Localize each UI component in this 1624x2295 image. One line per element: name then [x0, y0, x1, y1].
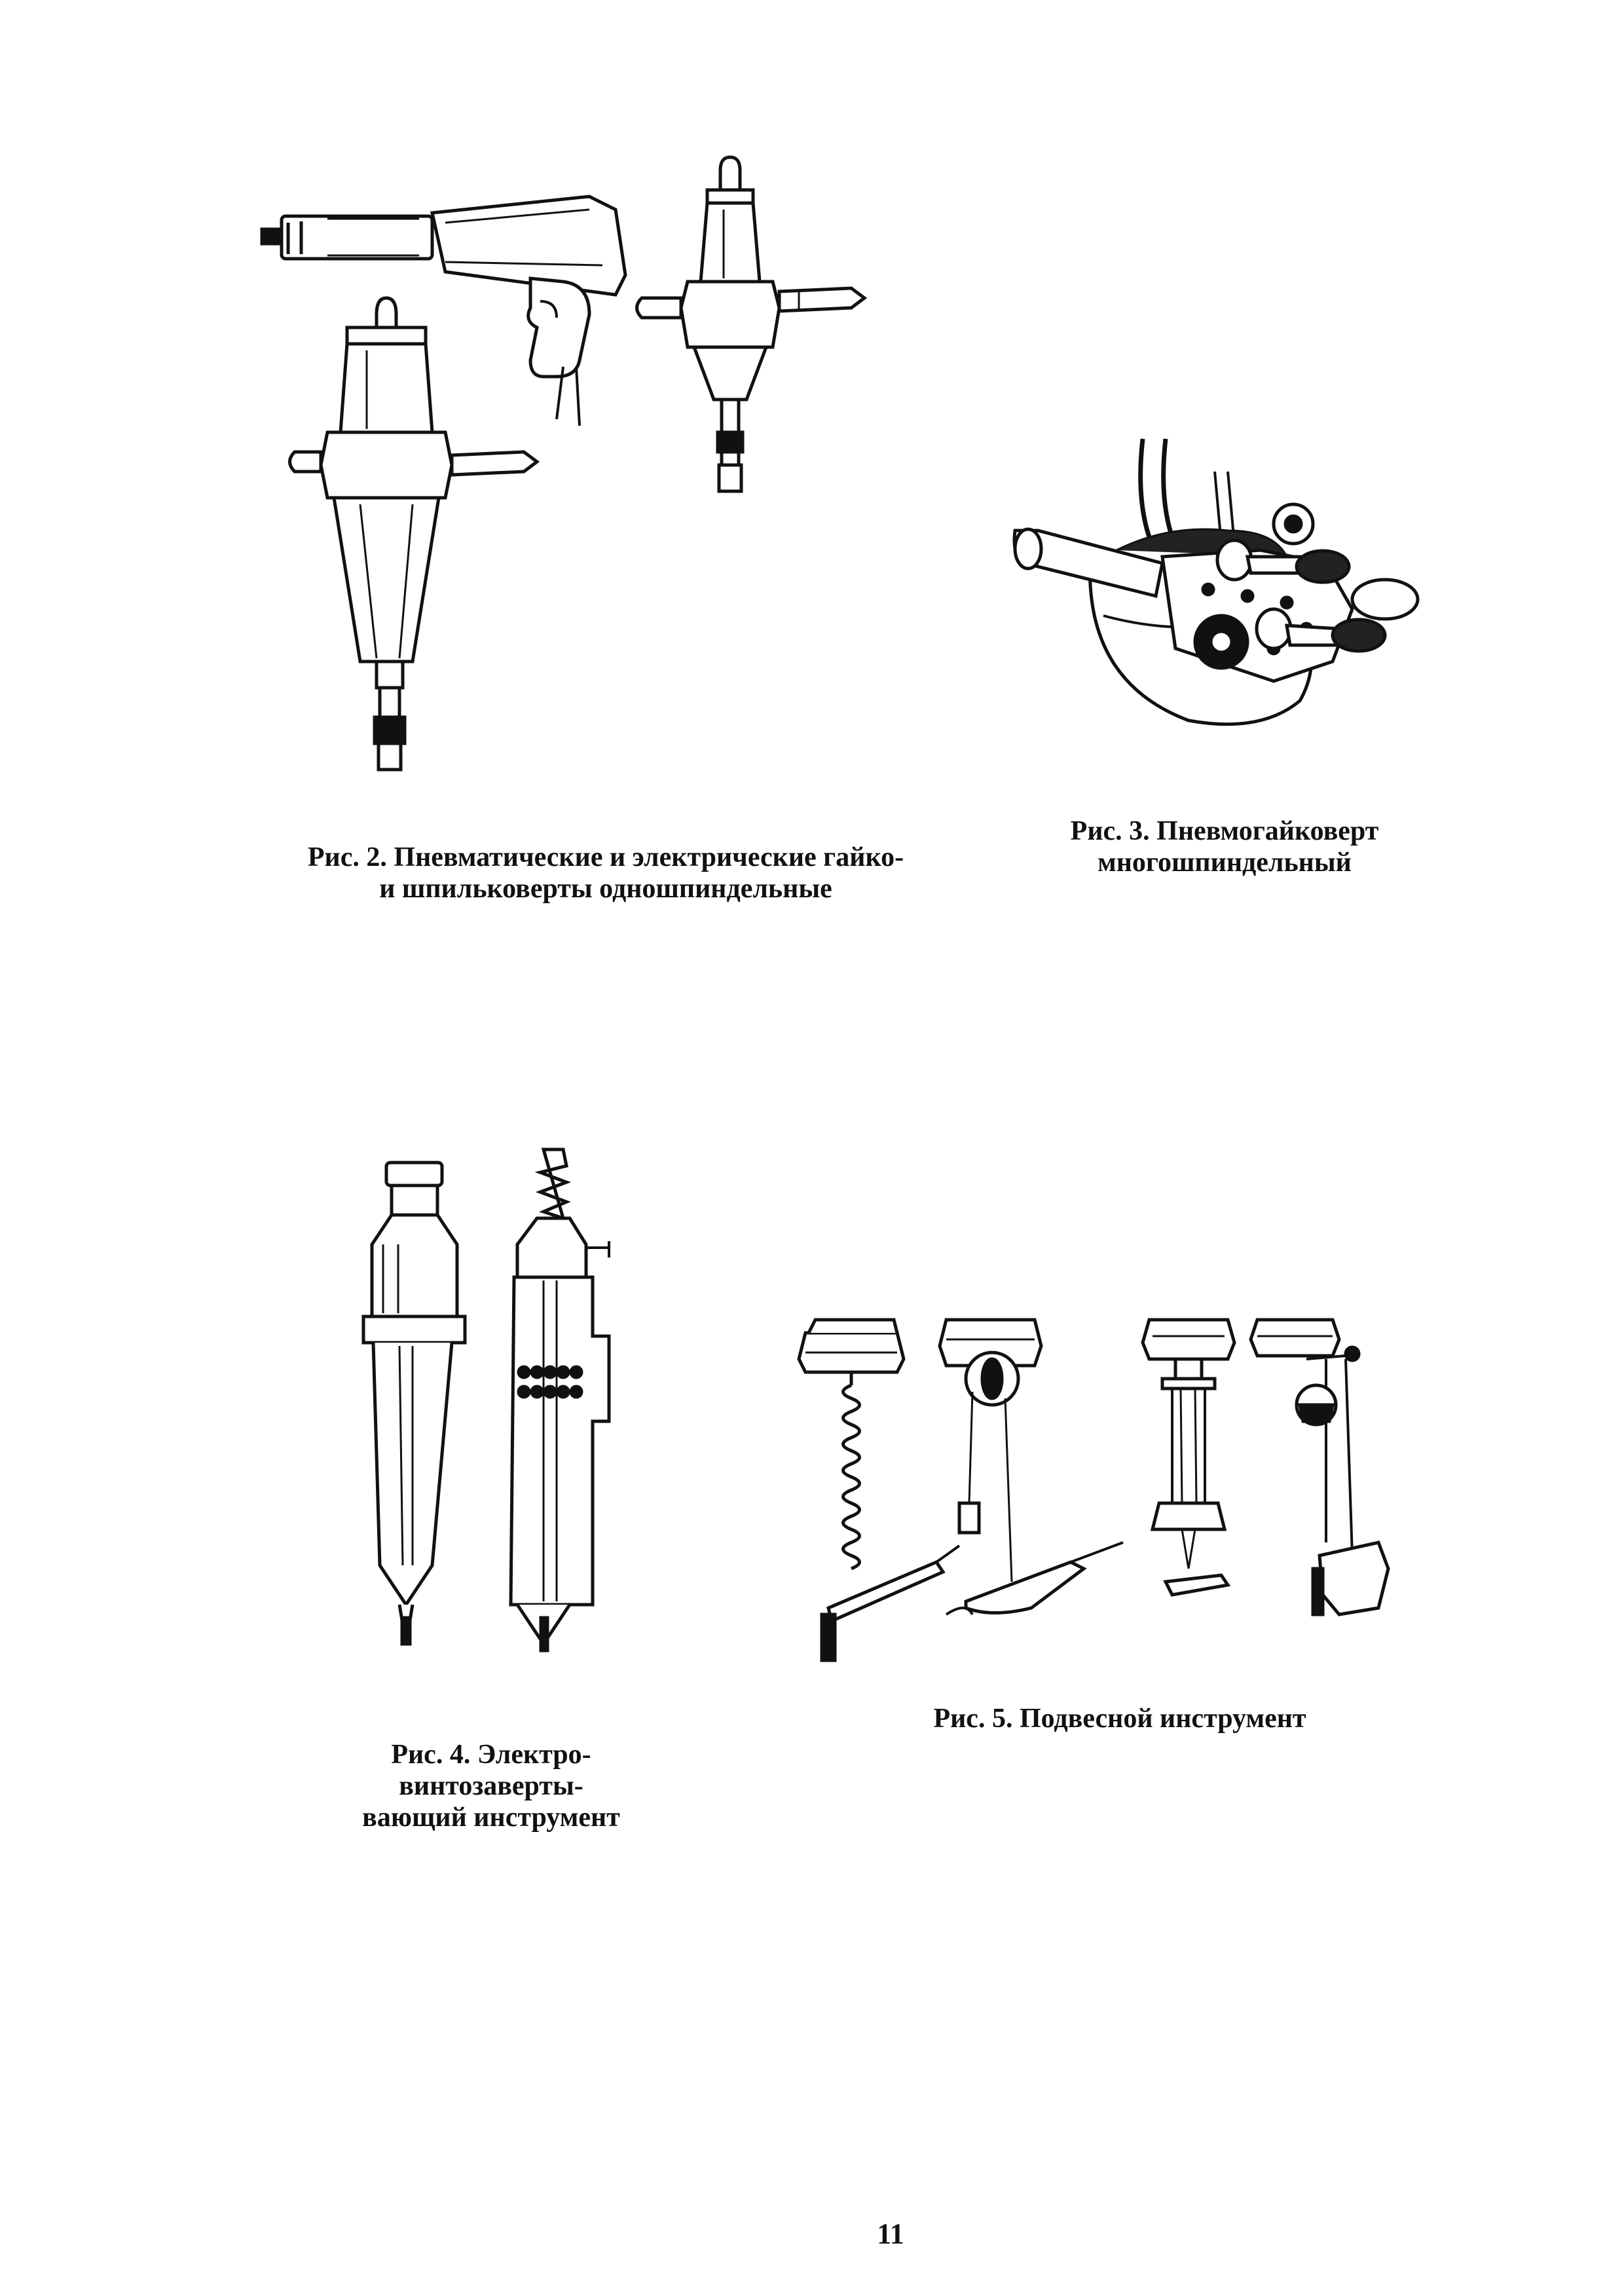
- figure-5-caption: [917, 1703, 1323, 1734]
- figure-3-caption-line-2: многошпиндельный: [1098, 848, 1352, 878]
- figure-2-caption-line-2: и шпильковерты одношпиндельные: [379, 874, 832, 904]
- figure-4-caption-line-2: винтозаверты-: [399, 1771, 583, 1801]
- spring-suspension-drawing: [799, 1320, 959, 1660]
- figure-4-caption: [354, 1739, 629, 1833]
- pistol-grip-nutrunner-drawing: [262, 196, 625, 426]
- figure-2-caption-line-1: Рис. 2. Пневматические и электрические гайко-: [307, 842, 904, 872]
- figure-4-illustration: [347, 1146, 661, 1657]
- figure-5-illustration: [796, 1303, 1424, 1677]
- figure-5-caption-line-1: Рис. 5. Подвесной инструмент: [933, 1704, 1306, 1734]
- screwdriver-tool-right-drawing: [511, 1149, 609, 1651]
- suspended-nutrunner-right-drawing: [637, 157, 865, 491]
- figure-3-caption-line-1: Рис. 3. Пневмогайковерт: [1070, 816, 1379, 846]
- multi-spindle-nutrunner-drawing: [1014, 439, 1418, 724]
- frame-balancer-drawing: [1143, 1320, 1234, 1595]
- figure-3-caption: [1022, 815, 1428, 878]
- figure-4-caption-line-3: вающий инструмент: [362, 1802, 620, 1833]
- figure-3-illustration: [1012, 432, 1424, 734]
- figure-2-caption: [282, 842, 930, 905]
- figure-4-caption-line-1: Рис. 4. Электро-: [391, 1740, 591, 1770]
- page-number: 11: [877, 2218, 904, 2250]
- screwdriver-tool-left-drawing: [363, 1163, 465, 1644]
- rail-hook-tool-drawing: [1251, 1320, 1388, 1614]
- suspended-nutrunner-left-drawing: [290, 298, 538, 770]
- rope-counterweight-drawing: [940, 1320, 1123, 1614]
- figure-2-illustration: [249, 151, 904, 779]
